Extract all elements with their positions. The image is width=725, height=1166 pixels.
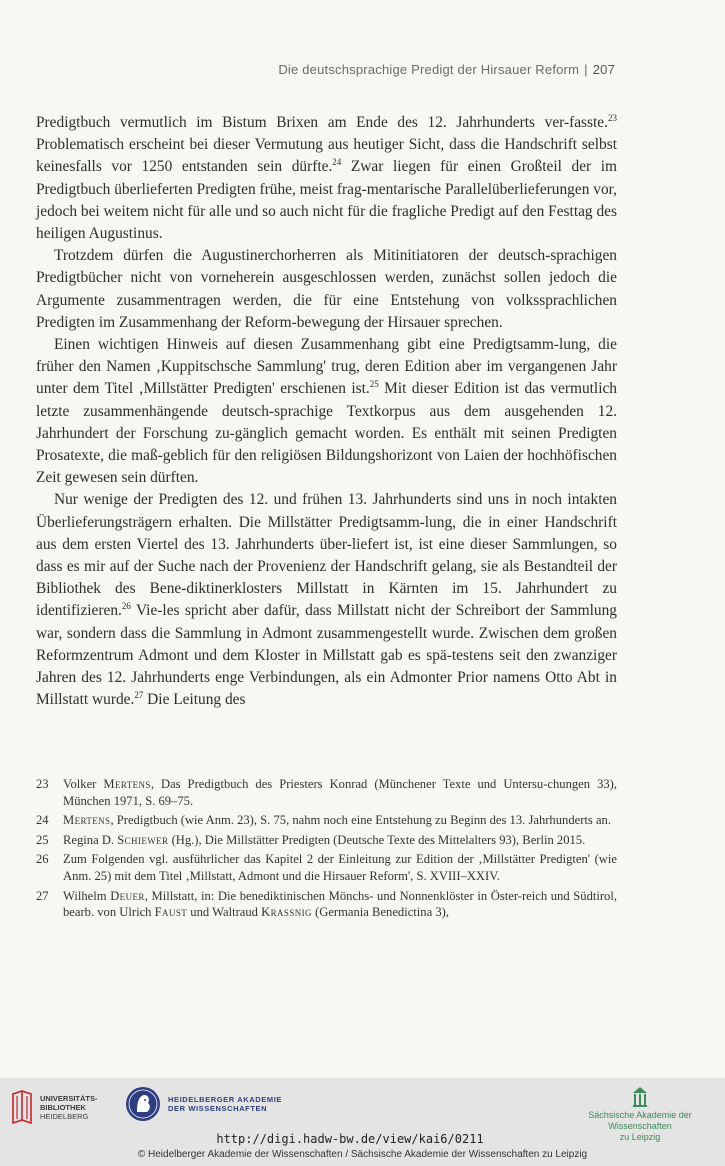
footnote-27	[36, 888, 617, 921]
paragraph-1	[36, 112, 617, 245]
footnote-ref-26[interactable]: 26	[121, 601, 131, 612]
footnote-text: Regina D. Schiewer (Hg.), Die Millstätter Predigten (Deutsche Texte des Mittelalters 93), Berlin 2015.	[63, 832, 586, 847]
ub-logo-text: UNIVERSITÄTS- BIBLIOTHEK HEIDELBERG	[40, 1093, 98, 1121]
paragraph-text: Vie-les spricht aber dafür, dass Millstatt nicht der Schreibort der Sammlung war, sondern dass die Sammlung in Admont zusammengestellt wurde. Zwischen dem großen Reformzentrum Admont und dem Kloster in Millstatt gab es spä-testens seit den zwanziger Jahren des 12. Jahrhunderts enge Verbindungen, als ein Admonter Prior namens Otto Abt in Millstatt wurde.	[36, 602, 617, 709]
footnote-text: Mertens, Predigtbuch (wie Anm. 23), S. 75, nahm noch eine Entstehung zu Beginn des 13. Jahrhunderts an.	[63, 813, 611, 828]
running-title: Die deutschsprachige Predigt der Hirsauer Reform	[278, 62, 580, 77]
author-name: Deuer	[110, 888, 145, 903]
footnote-text: Wilhelm Deuer, Millstatt, in: Die benediktinischen Mönchs- und Nonnenklöster in Öster-reich und Südtirol, bearb. von Ulrich Faust und Waltraud Krassnig (Germania Benedictina 3),	[63, 888, 617, 920]
footnote-number: 26	[36, 852, 49, 867]
footnote-number: 23	[36, 777, 49, 791]
saw-logo-text: Sächsische Akademie der Wissenschaften zu Leipzig	[588, 1110, 692, 1142]
author-name: Krassnig	[261, 905, 312, 920]
paragraph-text: Trotzdem dürfen die Augustinerchorherren als Mitinitiatoren der deutsch-sprachigen Predigtbücher nicht von vorneherein ausgeschlossen werden, zunächst sollen jedoch die Argumente zusammentragen werden, die für eine Entstehung von volkssprachlichen Predigten im Zusammenhang der Reform-bewegung der Hirsauer sprechen.	[36, 247, 617, 331]
paragraph-text: Zwar liegen für einen Großteil der im Predigtbuch überlieferten Predigten frühe, meist frag-mentarische Parallelüberlieferungen vor, jedoch bei weitem nicht für alle und so auch nicht für die fragliche Predigt auf den Festtag des heiligen Augustinus.	[36, 158, 618, 243]
copyright-notice: © Heidelberger Akademie der Wissenschaften / Sächsische Akademie der Wissenschaften zu Leipzig	[137, 1149, 588, 1160]
paragraph-text: Mit dieser Edition ist das vermutlich letzte zusammenhängende deutsch-sprachige Textkorpus aus dem ausgehenden 12. Jahrhundert der Forschung zu-gänglich gemacht worden. Es enthält mit seinen Predigten Prosatexte, die maß-geblich für den religiösen Bildungshorizont von Laien der hochhöfischen Zeit gewesen sein dürften.	[36, 380, 617, 487]
paragraph-text: Nur wenige der Predigten des 12. und frühen 13. Jahrhunderts sind uns in noch intakten Überlieferungsträgern erhalten. Die Millstätter Predigtsamm-lung, die in einer Handschrift aus dem ersten Viertel des 13. Jahrhunderts über-liefert ist, ist eine dieser Sammlungen, so dass es mir auf der Suche nach der Provenienz der Handschrift gelang, sie als Bestandteil der Bibliothek des Bene-diktinerklosters Millstatt in Kärnten im 15. Jahrhundert zu identifizieren.	[36, 491, 617, 620]
ub-heidelberg-logo[interactable]	[10, 1090, 98, 1124]
paragraph-3	[36, 334, 617, 489]
footnote-ref-24[interactable]: 24	[332, 157, 342, 168]
paragraph-text: Einen wichtigen Hinweis auf diesen Zusammenhang gibt eine Predigtsamm-lung, die früher den Namen ‚Kuppitschsche Sammlung' trug, deren Edition aber im vergangenen Jahr unter dem Titel ‚Millstätter Predigten' erschienen ist.	[36, 336, 617, 398]
footnote-number: 27	[36, 888, 49, 903]
footnote-text: Zum Folgenden vgl. ausführlicher das Kapitel 2 der Einleitung zur Edition der ‚Millstätter Predigten' (wie Anm. 25) mit dem Titel ‚Millstatt, Admont und die Hirsauer Reform', S. XVIII–XXIV.	[63, 852, 617, 883]
footnote-ref-23[interactable]: 23	[608, 112, 617, 123]
running-head	[278, 62, 615, 77]
footnote-number: 24	[36, 813, 49, 828]
footnote-number: 25	[36, 832, 49, 847]
hadw-logo[interactable]	[125, 1086, 282, 1122]
footnote-26	[36, 851, 617, 884]
paragraph-text: Predigtbuch vermutlich im Bistum Brixen am Ende des 12. Jahrhunderts ver-fasste.	[36, 114, 608, 131]
page-number: 207	[592, 62, 615, 77]
permalink-url[interactable]: http://digi.hadw-bw.de/view/kai6/0211	[216, 1132, 484, 1146]
footnote-24	[36, 812, 617, 829]
body-text	[36, 112, 617, 711]
footnote-ref-25[interactable]: 25	[369, 379, 379, 390]
ub-logo-icon	[10, 1090, 34, 1124]
footnote-text: Volker Mertens, Das Predigtbuch des Priesters Konrad (Münchener Texte und Untersu-chungen 33), München 1971, S. 69–75.	[63, 777, 618, 808]
footnote-ref-27[interactable]: 27	[134, 690, 144, 701]
saw-building-icon	[632, 1086, 648, 1108]
footnote-25	[36, 832, 617, 849]
header-separator: |	[584, 62, 588, 77]
paragraph-text: Die Leitung des	[143, 691, 246, 709]
paragraph-text: Problematisch erscheint bei dieser Vermutung aus heutiger Sicht, dass die Handschrift selbst keinesfalls vor 1250 entstanden sein dürfte.	[36, 136, 617, 176]
author-name: Faust	[154, 905, 188, 920]
paragraph-2	[36, 245, 617, 334]
hadw-logo-text: HEIDELBERGER AKADEMIE DER WISSENSCHAFTEN	[168, 1095, 282, 1113]
footnotes	[36, 776, 617, 924]
author-name: Mertens	[63, 813, 111, 828]
author-name: Mertens	[103, 777, 151, 791]
viewer-footer	[0, 1078, 725, 1166]
hadw-medal-icon	[125, 1086, 161, 1122]
author-name: Schiewer	[117, 832, 169, 847]
footnote-23	[36, 776, 617, 809]
paragraph-4	[36, 489, 617, 711]
